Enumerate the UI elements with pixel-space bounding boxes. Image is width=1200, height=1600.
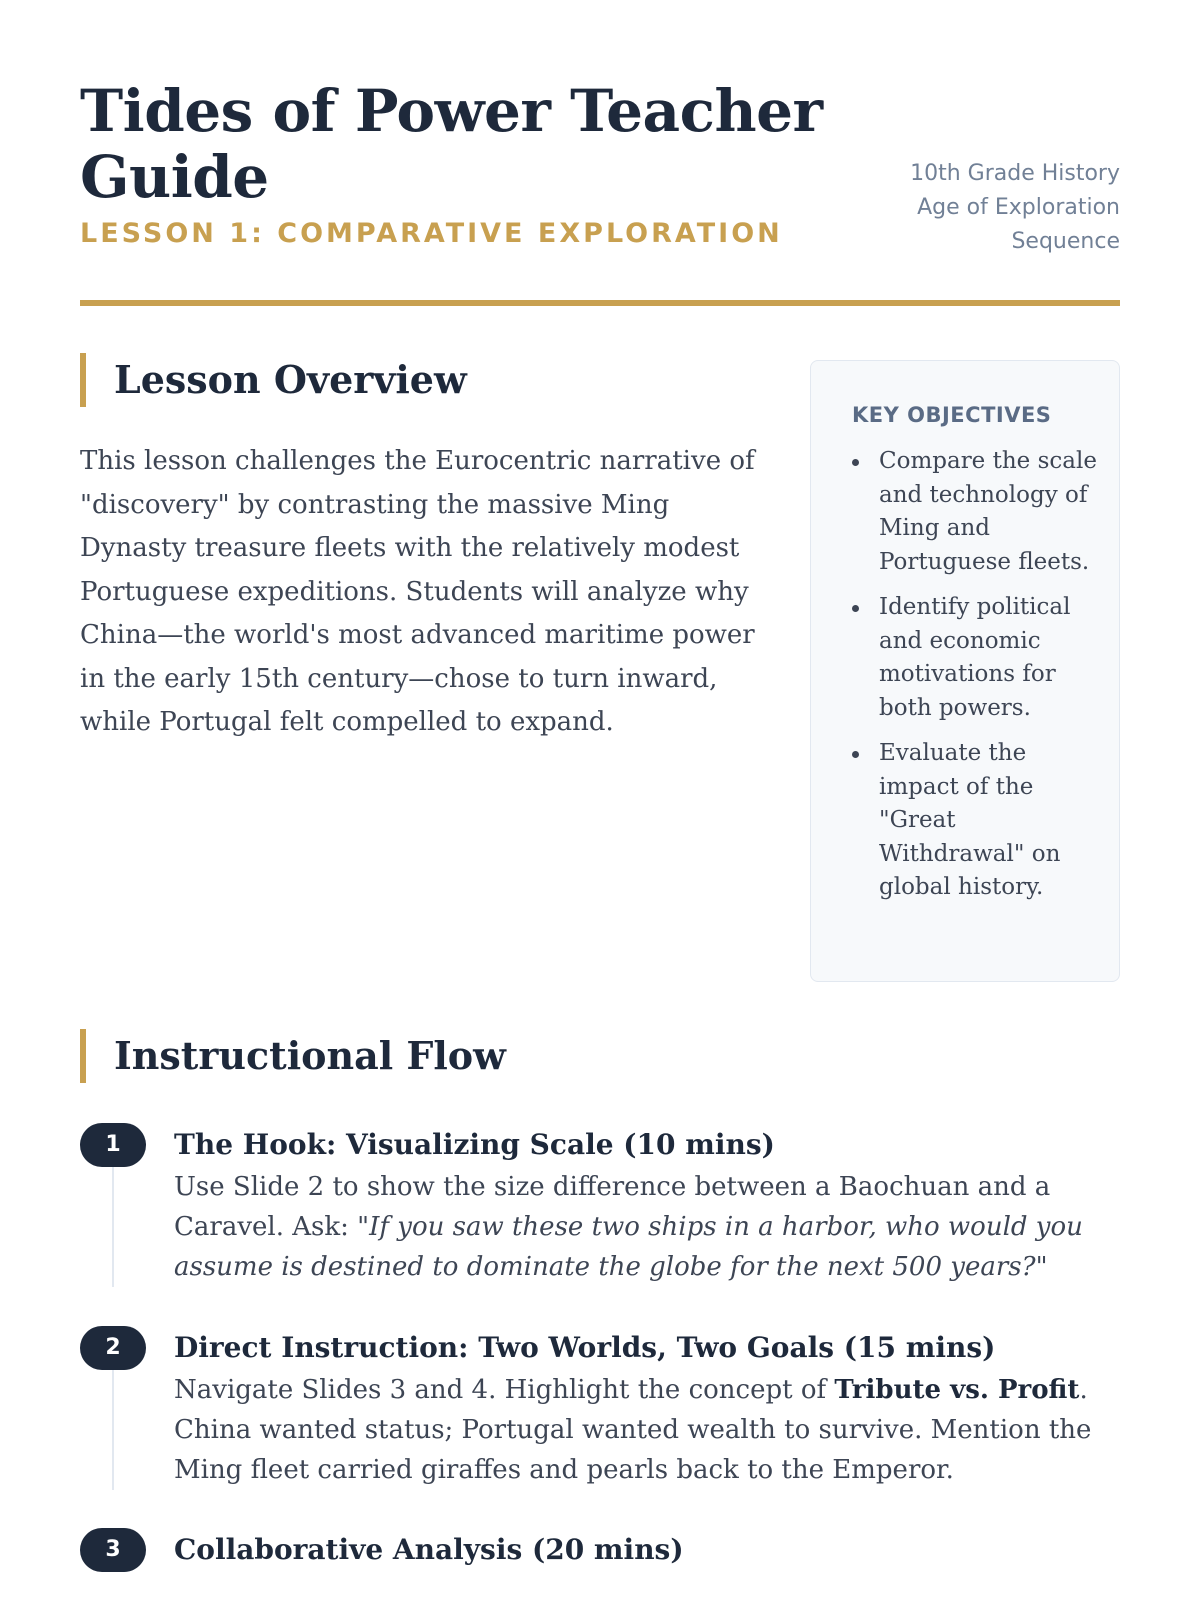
step-number-badge: 1 [80, 1123, 146, 1167]
step-text-part: Use Slide 2 to show the size difference between a Baochuan and a Caravel. Ask: [174, 1172, 1051, 1242]
objectives-title: KEY OBJECTIVES [852, 403, 1052, 427]
teacher-guide-page [80, 0, 1120, 1566]
objective-item: Identify political and economic motivations for both powers. [852, 591, 1099, 725]
step-text [174, 1370, 1134, 1490]
step-quote: "If you saw these two ships in a harbor, who would you assume is destined to dominate the globe for the next 500 years?" [174, 1212, 1083, 1282]
step-connector-line [112, 1167, 114, 1287]
step-text-part: Navigate Slides 3 and 4. Highlight the concept of [174, 1375, 835, 1405]
overview-text: This lesson challenges the Eurocentric narrative of "discovery" by contrasting the massive Ming Dynasty treasure fleets with the relatively modest Portuguese expeditions. Students will analyze why China—the world's most advanced maritime power in the early 15th century—chose to turn inward, while Portugal felt compelled to expand. [80, 446, 755, 737]
course-meta [840, 157, 1120, 259]
header-divider [80, 300, 1120, 306]
step-title: Collaborative Analysis (20 mins) [174, 1533, 684, 1566]
meta-grade: 10th Grade History [910, 161, 1120, 186]
meta-unit: Age of Exploration [917, 195, 1120, 220]
step-body [174, 1528, 1134, 1572]
step-highlight: Tribute vs. Profit [834, 1375, 1080, 1405]
meta-sequence: Sequence [1011, 229, 1120, 254]
lesson-subtitle: LESSON 1: COMPARATIVE EXPLORATION [80, 218, 783, 249]
step-connector-line [112, 1370, 114, 1490]
step-body [174, 1123, 1134, 1287]
step-body [174, 1326, 1134, 1490]
key-objectives-card [810, 360, 1120, 982]
objective-item: Compare the scale and technology of Ming and Portuguese fleets. [852, 445, 1099, 579]
page-title: Tides of Power Teacher Guide [80, 77, 823, 211]
objectives-list [852, 445, 1099, 905]
step-number-badge: 2 [80, 1326, 146, 1370]
step-title: The Hook: Visualizing Scale (10 mins) [174, 1128, 775, 1161]
overview-heading: Lesson Overview [80, 353, 467, 407]
guide-header [80, 0, 1120, 310]
flow-heading: Instructional Flow [80, 1029, 506, 1083]
step-number-badge: 3 [80, 1528, 146, 1572]
objective-item: Evaluate the impact of the "Great Withdrawal" on global history. [852, 737, 1099, 905]
step-text [174, 1167, 1134, 1287]
step-text-part: . China wanted status; Portugal wanted wealth to survive. Mention the Ming fleet carried giraffes and pearls back to the Emperor. [174, 1375, 1092, 1485]
step-title: Direct Instruction: Two Worlds, Two Goals (15 mins) [174, 1331, 996, 1364]
